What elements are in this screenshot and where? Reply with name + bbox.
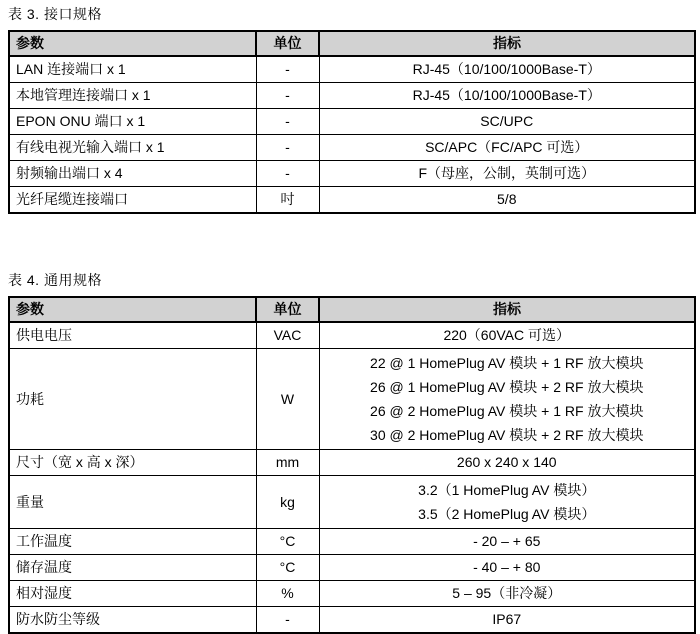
table-row [9,56,695,83]
spec-cell [319,322,695,349]
param-cell: 光纤尾缆连接端口 [9,187,256,214]
interface-spec-section [8,0,694,214]
unit-cell: - [256,83,319,109]
spec-line: F（母座，公制，英制可选） [418,165,596,181]
spec-cell [319,109,695,135]
param-cell: EPON ONU 端口 x 1 [9,109,256,135]
header-row [9,297,695,322]
unit-cell: % [256,581,319,607]
interface-spec-table [8,30,696,214]
spec-line: 3.5（2 HomePlug AV 模块） [418,506,596,522]
unit-cell: VAC [256,322,319,349]
unit-cell: kg [256,476,319,529]
spec-cell [319,607,695,634]
param-cell: 本地管理连接端口 x 1 [9,83,256,109]
param-cell: 功耗 [9,349,256,450]
spec-line: - 40 – + 80 [473,559,541,575]
unit-cell: mm [256,450,319,476]
spec-line: 30 @ 2 HomePlug AV 模块 + 2 RF 放大模块 [370,427,644,443]
spec-line: 26 @ 1 HomePlug AV 模块 + 2 RF 放大模块 [370,379,644,395]
table-row [9,555,695,581]
table-row [9,450,695,476]
spec-cell [319,56,695,83]
unit-cell: - [256,109,319,135]
column-header-unit: 单位 [256,31,319,56]
unit-cell: 吋 [256,187,319,214]
param-cell: 尺寸（宽 x 高 x 深） [9,450,256,476]
spec-cell [319,349,695,450]
table-header-row [9,31,695,56]
spec-line: 26 @ 2 HomePlug AV 模块 + 1 RF 放大模块 [370,403,644,419]
table-row [9,322,695,349]
column-header-spec: 指标 [319,297,695,322]
table-body [9,56,695,213]
param-cell: 供电电压 [9,322,256,349]
param-cell: 防水防尘等级 [9,607,256,634]
column-header-unit: 单位 [256,297,319,322]
param-cell: 重量 [9,476,256,529]
table-row [9,349,695,450]
spec-cell [319,581,695,607]
general-spec-table-title: 表 4. 通用规格 [8,272,102,288]
header-row [9,31,695,56]
column-header-spec: 指标 [319,31,695,56]
spec-line: SC/APC（FC/APC 可选） [425,139,589,155]
table-row [9,607,695,634]
column-header-param: 参数 [9,297,256,322]
spec-cell [319,555,695,581]
spec-line: RJ-45（10/100/1000Base-T） [412,61,601,77]
table-row [9,135,695,161]
spec-cell [319,450,695,476]
unit-cell: °C [256,555,319,581]
table-row [9,529,695,555]
param-cell: LAN 连接端口 x 1 [9,56,256,83]
table-row [9,109,695,135]
general-spec-table [8,296,696,634]
unit-cell: - [256,56,319,83]
spec-line: SC/UPC [480,113,534,129]
spec-line: 220（60VAC 可选） [443,327,571,343]
table-header-row [9,297,695,322]
spec-cell [319,135,695,161]
unit-cell: - [256,607,319,634]
spec-cell [319,476,695,529]
unit-cell: - [256,161,319,187]
spec-line: 3.2（1 HomePlug AV 模块） [418,482,596,498]
table-row [9,187,695,214]
spec-line: RJ-45（10/100/1000Base-T） [412,87,601,103]
spec-line: - 20 – + 65 [473,533,541,549]
spec-line: 5 – 95（非冷凝） [452,585,562,601]
param-cell: 相对湿度 [9,581,256,607]
param-cell: 工作温度 [9,529,256,555]
param-cell: 储存温度 [9,555,256,581]
general-spec-section [8,214,694,634]
spec-cell [319,161,695,187]
table-row [9,476,695,529]
param-cell: 射频输出端口 x 4 [9,161,256,187]
spec-line: 260 x 240 x 140 [456,454,557,470]
table-row [9,83,695,109]
spec-cell [319,83,695,109]
table-row [9,161,695,187]
table-body [9,322,695,633]
table-row [9,581,695,607]
column-header-param: 参数 [9,31,256,56]
spec-line: IP67 [492,611,522,627]
spec-cell [319,529,695,555]
spec-line: 5/8 [497,191,517,207]
spec-cell [319,187,695,214]
unit-cell: W [256,349,319,450]
unit-cell: °C [256,529,319,555]
unit-cell: - [256,135,319,161]
spec-line: 22 @ 1 HomePlug AV 模块 + 1 RF 放大模块 [370,355,644,371]
interface-spec-table-title: 表 3. 接口规格 [8,6,102,22]
param-cell: 有线电视光输入端口 x 1 [9,135,256,161]
